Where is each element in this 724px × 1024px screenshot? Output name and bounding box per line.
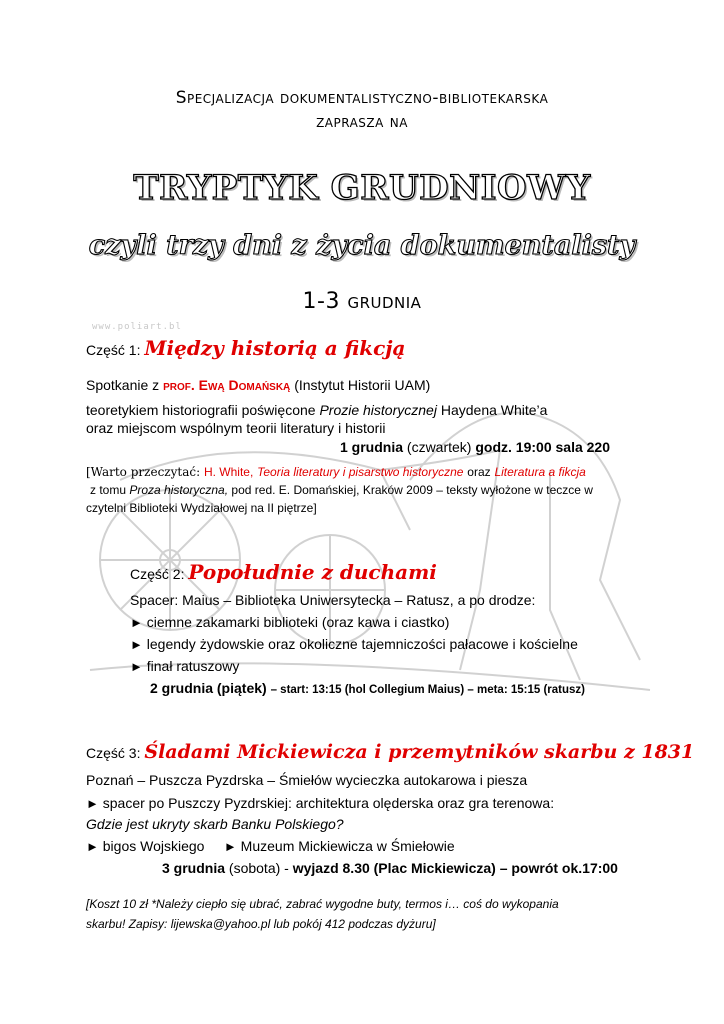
list-item: ► legendy żydowskie oraz okoliczne tajemniczości pałacowe i kościelne — [130, 636, 578, 652]
list-item: ► bigos Wojskiego ► Muzeum Mickiewicza w Śmiełowie — [86, 838, 455, 854]
part1-title: Między historią a fikcją — [144, 336, 406, 360]
part3-title: Śladami Mickiewicza i przemytników skarbu z 1831 — [144, 741, 695, 763]
part1-reading-note-line2: z tomu Proza historyczna, pod red. E. Domańskiej, Kraków 2009 – teksty wyłożone w teczce w — [90, 483, 593, 497]
part3-cost-note-line1: [Koszt 10 zł *Należy ciepło się ubrać, zabrać wygodne buty, termos i… coś do wykopania — [86, 897, 559, 911]
part1-reading-note-line1: [Warto przeczytać: H. White, Teoria literatury i pisarstwo historyczne oraz Literatura a fikcja — [86, 465, 586, 479]
part3-heading — [86, 742, 694, 763]
part1-meeting: Spotkanie z prof. Ewą Domańską (Instytut Historii UAM) — [86, 377, 431, 393]
bullet-triangle-icon: ► — [130, 615, 143, 630]
part2-heading — [130, 562, 437, 584]
event-subtitle: czyli trzy dni z życia dokumentalisty — [88, 230, 636, 261]
part3-game-question: Gdzie jest ukryty skarb Banku Polskiego? — [86, 816, 344, 832]
organizer-line: Specjalizacja dokumentalistyczno-bibliotekarska — [175, 88, 549, 108]
bullet-triangle-icon: ► — [223, 839, 237, 854]
invitation-line: zaprasza na — [316, 112, 408, 132]
part2-title: Popołudnie z duchami — [188, 560, 437, 584]
part1-description-line2: oraz miejscom wspólnym teorii literatury i historii — [86, 420, 386, 436]
bullet-triangle-icon: ► — [130, 637, 143, 652]
list-item: ► spacer po Puszczy Pyzdrskiej: architektura olęderska oraz gra terenowa: — [86, 795, 555, 811]
bullet-triangle-icon: ► — [86, 839, 99, 854]
event-dates: 1-3 grudnia — [302, 289, 422, 314]
part3-route: Poznań – Puszcza Pyzdrska – Śmiełów wycieczka autokarowa i piesza — [86, 772, 528, 788]
part2-schedule: 2 grudnia (piątek) – start: 13:15 (hol Collegium Maius) – meta: 15:15 (ratusz) — [150, 680, 585, 696]
part1-reading-note-line3: czytelni Biblioteki Wydziałowej na II piętrze] — [86, 501, 317, 515]
part1-description-line1: teoretykiem historiografii poświęcone Prozie historycznej Haydena White’a — [86, 402, 548, 418]
part2-route: Spacer: Maius – Biblioteka Uniwersytecka – Ratusz, a po drodze: — [130, 592, 536, 608]
part3-label: Część 3: — [86, 745, 141, 761]
bullet-triangle-icon: ► — [130, 659, 143, 674]
list-item: ► ciemne zakamarki biblioteki (oraz kawa i ciastko) — [130, 614, 450, 630]
part3-schedule: 3 grudnia (sobota) - wyjazd 8.30 (Plac Mickiewicza) – powrót ok.17:00 — [162, 860, 618, 876]
part2-label: Część 2: — [130, 566, 185, 582]
bullet-triangle-icon: ► — [86, 796, 99, 811]
event-title: TRYPTYK GRUDNIOWY — [133, 168, 591, 208]
part1-heading — [86, 338, 405, 360]
part3-cost-note-line2: skarbu! Zapisy: lijewska@yahoo.pl lub pokój 412 podczas dyżuru] — [86, 917, 436, 931]
list-item: ► finał ratuszowy — [130, 658, 240, 674]
watermark-text: www.poliart.bl — [92, 322, 182, 332]
speaker-name: prof. Ewą Domańską — [163, 377, 291, 393]
part1-label: Część 1: — [86, 342, 141, 358]
part1-schedule: 1 grudnia (czwartek) godz. 19:00 sala 220 — [340, 439, 610, 455]
